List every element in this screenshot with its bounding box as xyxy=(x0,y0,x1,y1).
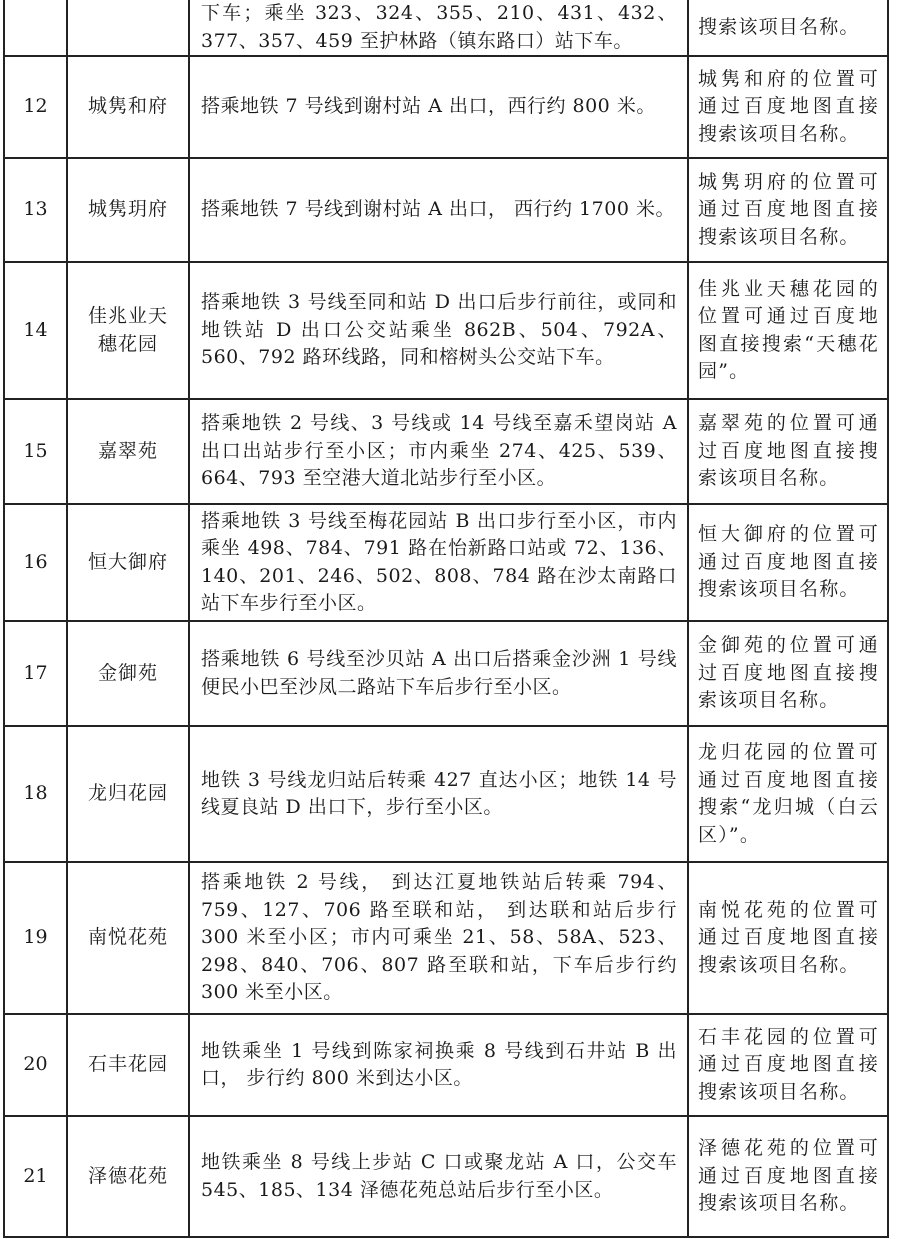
row-number: 14 xyxy=(4,262,67,399)
location-note: 嘉翠苑的位置可通过百度地图直接搜索该项目名称。 xyxy=(688,399,888,504)
table-row xyxy=(4,726,888,862)
transport-route: 搭乘地铁 7 号线到谢村站 A 出口， 西行约 1700 米。 xyxy=(189,158,688,262)
project-name: 城隽和府 xyxy=(67,56,189,158)
row-number: 20 xyxy=(4,1014,67,1116)
table-row xyxy=(4,262,888,399)
row-number: 21 xyxy=(4,1116,67,1237)
table-row xyxy=(4,1014,888,1116)
project-name: 龙归花园 xyxy=(67,726,189,862)
location-note: 金御苑的位置可通过百度地图直接搜索该项目名称。 xyxy=(688,621,888,726)
table-row xyxy=(4,56,888,158)
project-name: 城隽玥府 xyxy=(67,158,189,262)
project-name: 恒大御府 xyxy=(67,504,189,621)
project-name: 金御苑 xyxy=(67,621,189,726)
transport-route: 下车；乘坐 323、324、355、210、431、432、377、357、459 至护林路（镇东路口）站下车。 xyxy=(189,0,688,56)
project-name: 泽德花苑 xyxy=(67,1116,189,1237)
table-row xyxy=(4,399,888,504)
project-name: 南悦花苑 xyxy=(67,862,189,1014)
project-name: 嘉翠苑 xyxy=(67,399,189,504)
table-row xyxy=(4,621,888,726)
row-number: 12 xyxy=(4,56,67,158)
row-number: 19 xyxy=(4,862,67,1014)
transport-route: 搭乘地铁 3 号线至同和站 D 出口后步行前往，或同和地铁站 D 出口公交站乘坐 862B、504、792A、560、792 路环线路，同和榕树头公交站下车。 xyxy=(189,262,688,399)
row-number xyxy=(4,0,67,56)
transport-route: 搭乘地铁 2 号线， 到达江夏地铁站后转乘 794、759、127、706 路至联和站， 到达联和站后步行 300 米至小区；市内可乘坐 21、58、58A、523、298、840、706、807 路至联和站，下车后步行约 300 米至小区。 xyxy=(189,862,688,1014)
table-row xyxy=(4,1116,888,1237)
row-number: 13 xyxy=(4,158,67,262)
transport-route: 搭乘地铁 7 号线到谢村站 A 出口，西行约 800 米。 xyxy=(189,56,688,158)
project-name xyxy=(67,0,189,56)
location-note: 恒大御府的位置可通过百度地图直接搜索该项目名称。 xyxy=(688,504,888,621)
location-note: 城隽玥府的位置可通过百度地图直接搜索该项目名称。 xyxy=(688,158,888,262)
location-note: 石丰花园的位置可通过百度地图直接搜索该项目名称。 xyxy=(688,1014,888,1116)
transport-route: 搭乘地铁 3 号线至梅花园站 B 出口步行至小区，市内乘坐 498、784、791 路在怡新路口站或 72、136、140、201、246、502、808、784 路在沙太南路口站下车步行至小区。 xyxy=(189,504,688,621)
table-row xyxy=(4,0,888,56)
table-row xyxy=(4,862,888,1014)
transport-route: 搭乘地铁 6 号线至沙贝站 A 出口后搭乘金沙洲 1 号线便民小巴至沙凤二路站下车后步行至小区。 xyxy=(189,621,688,726)
table-body xyxy=(4,0,888,1237)
location-note: 搜索该项目名称。 xyxy=(688,0,888,56)
location-note: 南悦花苑的位置可通过百度地图直接搜索该项目名称。 xyxy=(688,862,888,1014)
transport-route: 地铁 3 号线龙归站后转乘 427 直达小区；地铁 14 号线夏良站 D 出口下，步行至小区。 xyxy=(189,726,688,862)
table-row xyxy=(4,504,888,621)
location-note: 城隽和府的位置可通过百度地图直接搜索该项目名称。 xyxy=(688,56,888,158)
transport-route: 地铁乘坐 1 号线到陈家祠换乘 8 号线到石井站 B 出口， 步行约 800 米到达小区。 xyxy=(189,1014,688,1116)
row-number: 16 xyxy=(4,504,67,621)
location-note: 佳兆业天穗花园的位置可通过百度地图直接搜索“天穗花园”。 xyxy=(688,262,888,399)
location-note: 泽德花苑的位置可通过百度地图直接搜索该项目名称。 xyxy=(688,1116,888,1237)
housing-transport-table xyxy=(3,0,889,1238)
row-number: 18 xyxy=(4,726,67,862)
project-name: 佳兆业天穗花园 xyxy=(67,262,189,399)
project-name: 石丰花园 xyxy=(67,1014,189,1116)
row-number: 17 xyxy=(4,621,67,726)
transport-route: 地铁乘坐 8 号线上步站 C 口或聚龙站 A 口，公交车 545、185、134 泽德花苑总站后步行至小区。 xyxy=(189,1116,688,1237)
location-note: 龙归花园的位置可通过百度地图直接搜索“龙归城（白云区）”。 xyxy=(688,726,888,862)
table-row xyxy=(4,158,888,262)
transport-route: 搭乘地铁 2 号线、3 号线或 14 号线至嘉禾望岗站 A 出口出站步行至小区；市内乘坐 274、425、539、664、793 至空港大道北站步行至小区。 xyxy=(189,399,688,504)
row-number: 15 xyxy=(4,399,67,504)
